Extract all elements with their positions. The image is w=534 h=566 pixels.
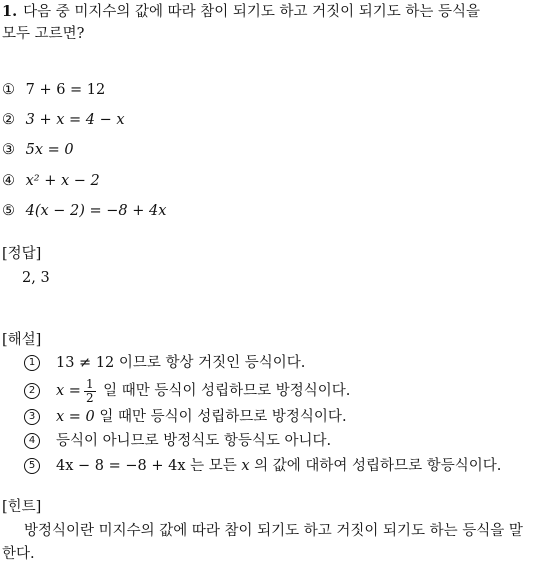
option-expr: 4(x − 2) = −8 + 4x [25,203,167,219]
question-number: 1. [2,3,18,20]
item-number-badge: 2 [24,383,40,399]
question-text-2: 모두 고르면? [2,26,85,42]
option-marker: ④ [2,173,15,189]
option-5[interactable] [2,201,166,221]
option-3[interactable] [2,140,74,160]
item-text: 일 때만 등식이 성립하므로 방정식이다. [94,409,347,425]
item-number-badge: 1 [24,355,40,371]
item-number-badge: 4 [24,433,40,449]
item-text: 일 때만 등식이 성립하므로 방정식이다. [98,383,351,399]
option-expr: 7 + 6 = 12 [25,82,106,98]
item-text: 는 모든 [185,458,242,474]
explanation-label: [해설] [2,332,42,348]
option-expr: x² + x − 2 [25,173,100,189]
option-2[interactable] [2,110,125,130]
question-line-2 [2,24,84,44]
option-1[interactable] [2,80,105,100]
explanation-item-2 [24,376,350,406]
item-math: x = [56,383,81,399]
hint-label: [힌트] [2,499,42,515]
hint-paragraph [2,520,530,566]
fraction [84,378,96,405]
explanation-item-5 [24,455,501,477]
answer-value: 2, 3 [22,270,50,286]
item-math: x = 0 [56,409,95,425]
explanation-item-3 [24,406,347,428]
fraction-numerator: 1 [85,376,94,391]
option-marker: ⑤ [2,203,15,219]
item-number-badge: 5 [24,458,40,474]
option-marker: ① [2,82,15,98]
hint-text: 방정식이란 미지수의 값에 따라 참이 되기도 하고 거짓이 되기도 하는 등식을 말한다. [2,523,523,562]
question-line-1 [2,2,480,22]
item-math: 4x − 8 = −8 + 4x [56,458,186,474]
item-math: 13 ≠ 12 [56,355,115,371]
explanation-item-1 [24,352,305,374]
option-4[interactable] [2,171,100,191]
answer-label: [정답] [2,246,42,262]
item-text-2: 의 값에 대하여 성립하므로 항등식이다. [249,458,502,474]
fraction-denominator: 2 [85,390,94,405]
option-marker: ② [2,112,15,128]
option-expr: 5x = 0 [25,142,74,158]
item-number-badge: 3 [24,409,40,425]
question-text-1: 다음 중 미지수의 값에 따라 참이 되기도 하고 거짓이 되기도 하는 등식을 [23,4,481,20]
item-math-var: x [241,458,250,474]
item-text: 이므로 항상 거짓인 등식이다. [114,355,306,371]
item-text: 등식이 아니므로 방정식도 항등식도 아니다. [56,433,332,449]
option-marker: ③ [2,142,15,158]
option-expr: 3 + x = 4 − x [25,112,125,128]
explanation-item-4 [24,430,331,452]
